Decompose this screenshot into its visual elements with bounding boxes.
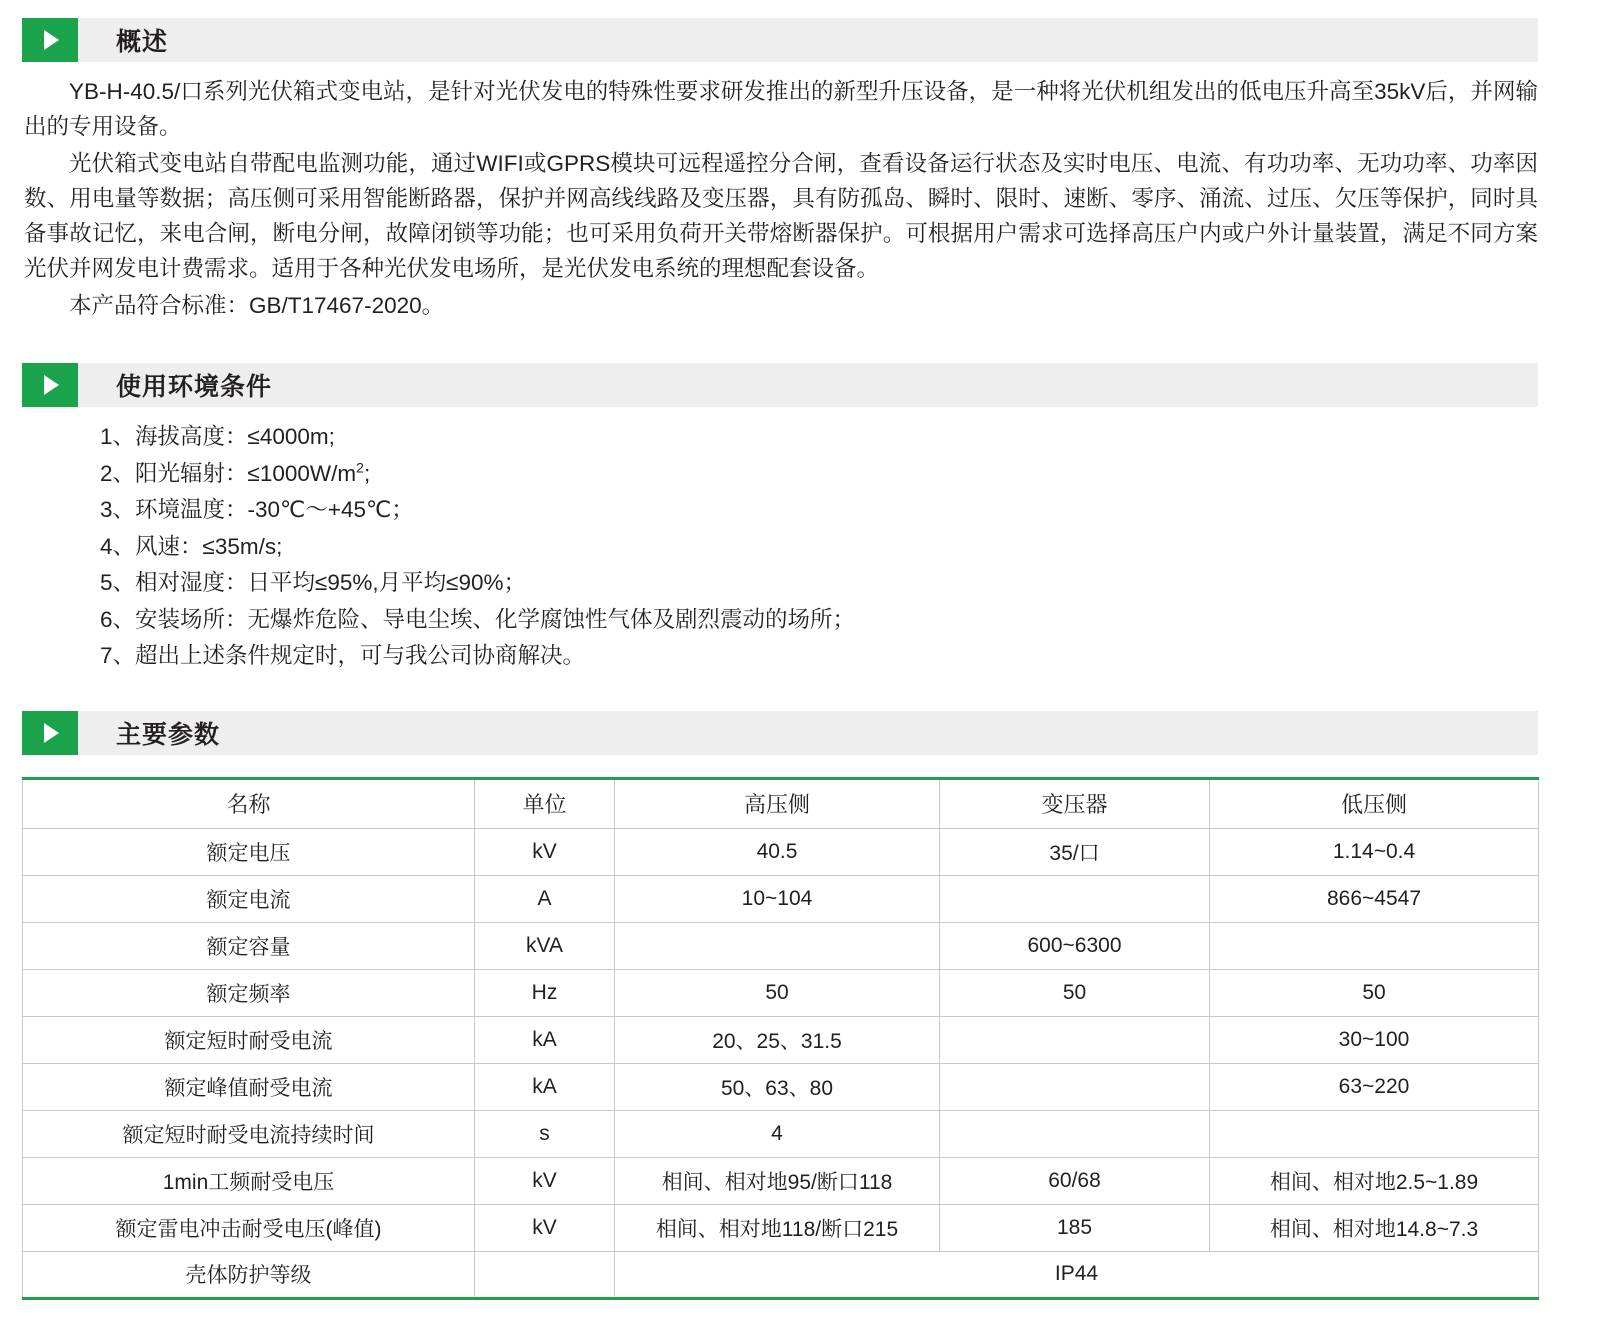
cell-name: 额定容量 [23,922,475,969]
list-item [100,419,1538,456]
cell-name: 额定电流 [23,875,475,922]
list-item [100,602,1538,639]
cell-transformer: 50 [940,969,1210,1016]
cell-hv: 20、25、31.5 [615,1016,940,1063]
item-label: 安装场所： [135,606,248,632]
section-title-overview: 概述 [116,28,169,56]
list-item [100,492,1538,529]
cell-hv [615,922,940,969]
parameters-table [22,777,1539,1300]
table-row [23,1110,1539,1157]
cell-name: 额定频率 [23,969,475,1016]
cell-unit: s [475,1110,615,1157]
list-item [100,565,1538,602]
cell-transformer [940,875,1210,922]
column-header-lv: 低压侧 [1210,778,1539,828]
cell-lv [1210,922,1539,969]
cell-hv: 相间、相对地118/断口215 [615,1204,940,1251]
cell-name: 额定峰值耐受电流 [23,1063,475,1110]
table-row [23,1157,1539,1204]
table-row [23,1063,1539,1110]
play-triangle-icon [22,18,78,62]
play-triangle-icon [22,711,78,755]
cell-unit: kV [475,1157,615,1204]
cell-transformer [940,1110,1210,1157]
environment-condition-list [22,419,1538,675]
section-header-parameters [22,711,1538,755]
item-value-tail: ; [363,460,371,486]
cell-name: 1min工频耐受电压 [23,1157,475,1204]
item-value: ≤4000m; [247,424,335,449]
section-title-parameters: 主要参数 [116,720,221,749]
table-row [23,922,1539,969]
item-label: 海拔高度： [135,424,248,449]
overview-paragraph-3: 本产品符合标准：GB/T17467-2020。 [69,293,445,318]
section-header-environment [22,363,1538,407]
cell-transformer: 60/68 [940,1157,1210,1204]
table-row [23,969,1539,1016]
item-number: 5、 [100,570,136,595]
cell-unit: kV [475,828,615,875]
cell-unit [475,1251,615,1298]
overview-body [22,74,1538,323]
item-value: -30℃～+45℃； [247,497,414,522]
cell-hv: 50 [615,969,940,1016]
item-label: 环境温度： [135,497,248,522]
column-header-name: 名称 [23,778,475,828]
cell-name: 额定短时耐受电流 [23,1016,475,1063]
cell-unit: kA [475,1063,615,1110]
item-number: 4、 [100,533,136,559]
item-value: ≤1000W/m [247,460,357,486]
item-label: 超出上述条件规定时，可与我公司协商解决。 [135,643,586,668]
cell-name: 额定短时耐受电流持续时间 [23,1110,475,1157]
table-header-row [23,778,1539,828]
cell-lv: 50 [1210,969,1539,1016]
cell-name: 额定电压 [23,828,475,875]
item-value: 日平均≤95%,月平均≤90%； [247,570,527,595]
cell-hv: 50、63、80 [615,1063,940,1110]
cell-unit: kV [475,1204,615,1251]
cell-lv [1210,1110,1539,1157]
list-item [100,529,1538,566]
cell-unit: Hz [475,969,615,1016]
cell-unit: A [475,875,615,922]
cell-name: 额定雷电冲击耐受电压(峰值) [23,1204,475,1251]
item-label: 阳光辐射： [135,460,248,486]
cell-name: 壳体防护等级 [23,1251,475,1298]
table-row-footer [23,1251,1539,1298]
section-title-environment: 使用环境条件 [116,373,273,401]
item-number: 1、 [100,424,136,449]
cell-lv: 63~220 [1210,1063,1539,1110]
cell-transformer [940,1016,1210,1063]
column-header-unit: 单位 [475,778,615,828]
cell-protection-level: IP44 [615,1251,1539,1298]
overview-paragraph-2: 光伏箱式变电站自带配电监测功能，通过WIFI或GPRS模块可远程遥控分合闸，查看设备运行状态及实时电压、电流、有功功率、无功功率、功率因数、用电量等数据；高压侧可采用智能断路器，保护并网高线线路及变压器，具有防孤岛、瞬时、限时、速断、零序、涌流、过压、欠压等保护，同时具备事故记忆，来电合闸，断电分闸，故障闭锁等功能；也可采用负荷开关带熔断器保护。可根据用户需求可选择高压户内或户外计量装置，满足不同方案光伏并网发电计费需求。适用于各种光伏发电场所，是光伏发电系统的理想配套设备。 [24,151,1538,281]
list-item [100,456,1538,493]
cell-unit: kVA [475,922,615,969]
cell-unit: kA [475,1016,615,1063]
list-item [100,638,1538,675]
column-header-hv: 高压侧 [615,778,940,828]
item-label: 风速： [135,533,203,559]
play-triangle-icon [22,363,78,407]
column-header-transformer: 变压器 [940,778,1210,828]
cell-hv: 40.5 [615,828,940,875]
table-row [23,1204,1539,1251]
item-number: 7、 [100,643,136,668]
table-row [23,875,1539,922]
cell-transformer: 35/口 [940,828,1210,875]
table-row [23,828,1539,875]
cell-transformer: 185 [940,1204,1210,1251]
cell-hv: 10~104 [615,875,940,922]
cell-hv: 4 [615,1110,940,1157]
table-row [23,1016,1539,1063]
item-value: ≤35m/s; [202,533,283,559]
cell-lv: 1.14~0.4 [1210,828,1539,875]
cell-transformer [940,1063,1210,1110]
cell-lv: 866~4547 [1210,875,1539,922]
cell-lv: 相间、相对地2.5~1.89 [1210,1157,1539,1204]
item-label: 相对湿度： [135,570,248,595]
cell-lv: 相间、相对地14.8~7.3 [1210,1204,1539,1251]
cell-hv: 相间、相对地95/断口118 [615,1157,940,1204]
item-number: 6、 [100,606,136,632]
item-value: 无爆炸危险、导电尘埃、化学腐蚀性气体及剧烈震动的场所； [247,606,856,632]
cell-transformer: 600~6300 [940,922,1210,969]
overview-paragraph-1: YB-H-40.5/口系列光伏箱式变电站，是针对光伏发电的特殊性要求研发推出的新型升压设备，是一种将光伏机组发出的低电压升高至35kV后，并网输出的专用设备。 [24,79,1538,139]
cell-lv: 30~100 [1210,1016,1539,1063]
item-number: 3、 [100,497,136,522]
section-header-overview [22,18,1538,62]
item-value-superscript: 2 [356,459,364,475]
item-number: 2、 [100,460,136,486]
